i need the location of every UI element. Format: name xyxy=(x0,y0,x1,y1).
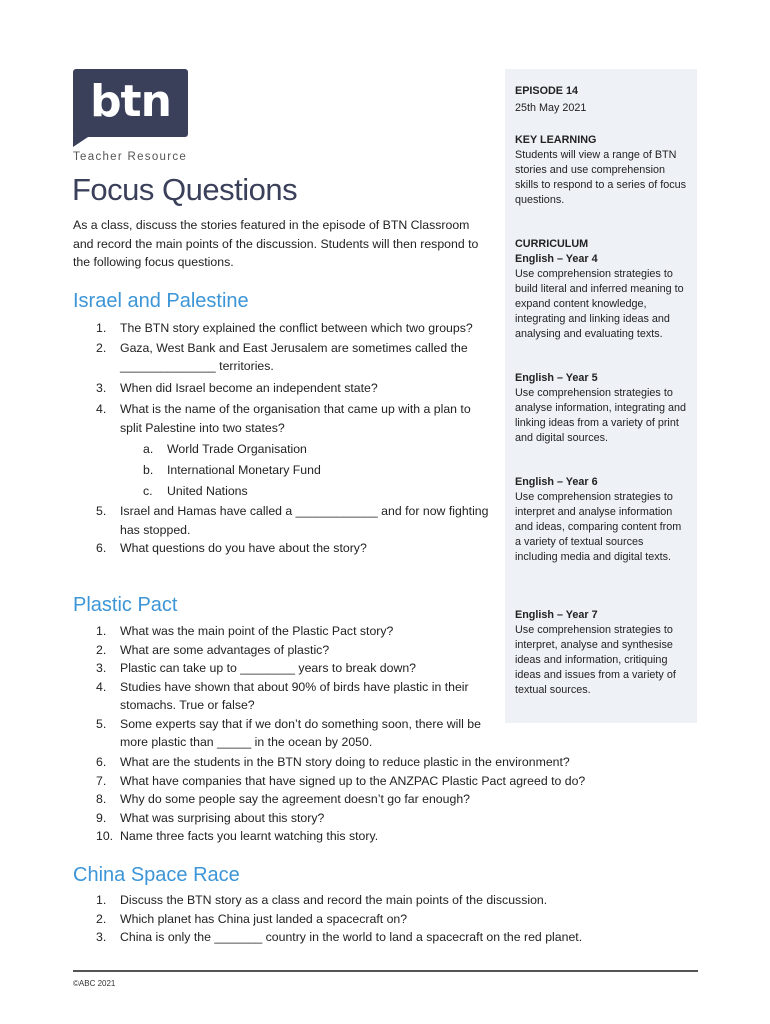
question-item: 4. Studies have shown that about 90% of birds have plastic in their stomachs. True or false? xyxy=(96,679,469,712)
china-question-list xyxy=(73,891,693,947)
question-item: 5. Some experts say that if we don’t do something soon, there will be more plastic than _____ in the ocean by 2050. xyxy=(96,716,481,749)
btn-logo: btn xyxy=(73,69,188,137)
curriculum-text-year-7: Use comprehension strategies to interpret, analyse and synthesise ideas and information, critiquing ideas and issues from a variety of textual sources. xyxy=(515,624,676,696)
question-item: 3. China is only the _______ country in the world to land a spacecraft on the red planet. xyxy=(96,930,583,944)
episode-date: 25th May 2021 xyxy=(515,102,587,114)
question-item: 9. What was surprising about this story? xyxy=(96,810,325,825)
question-item: 6. What questions do you have about the story? xyxy=(96,541,367,555)
question-item: 7. What have companies that have signed up to the ANZPAC Plastic Pact agreed to do? xyxy=(96,773,586,788)
question-item: 1. Discuss the BTN story as a class and record the main points of the discussion. xyxy=(96,893,548,907)
key-learning-heading: KEY LEARNING xyxy=(515,134,597,146)
question-item: 8. Why do some people say the agreement doesn’t go far enough? xyxy=(96,792,471,806)
footer-copyright: ©ABC 2021 xyxy=(73,979,116,988)
curriculum-year-7: English – Year 7 xyxy=(515,609,598,621)
plastic-question-list-b xyxy=(73,753,673,846)
curriculum-year-5: English – Year 5 xyxy=(515,372,598,384)
curriculum-text-year-4: Use comprehension strategies to build literal and inferred meaning to expand content knowledge, integrating and linking ideas and analysing and evaluating texts. xyxy=(515,268,684,340)
question-item: 6. What are the students in the BTN story doing to reduce plastic in the environment? xyxy=(96,755,570,769)
question-item: 2. Which planet has China just landed a spacecraft on? xyxy=(96,911,408,926)
curriculum-heading: CURRICULUM xyxy=(515,238,589,250)
question-item: 2. What are some advantages of plastic? xyxy=(96,642,330,657)
logo-speech-tail xyxy=(73,135,91,147)
curriculum-text-year-6: Use comprehension strategies to interpret and analyse information and ideas, comparing content from a variety of textual sources including media and digital texts. xyxy=(515,491,682,563)
question-item: 10. Name three facts you learnt watching this story. xyxy=(96,829,379,843)
question-item: 5. Israel and Hamas have called a ____________ and for now fighting has stopped. xyxy=(96,504,489,537)
key-learning-text: Students will view a range of BTN stories and use comprehension skills to respond to a series of focus questions. xyxy=(515,149,687,206)
teacher-resource-label: Teacher Resource xyxy=(73,151,188,163)
plastic-question-list-a xyxy=(73,622,493,752)
options-list xyxy=(120,439,493,502)
intro-paragraph: As a class, discuss the stories featured in the episode of BTN Classroom and record the main points of the discussion. Students will then respond to the following focus questions. xyxy=(73,218,479,269)
question-item: 3. When did Israel become an independent state? xyxy=(96,380,378,395)
curriculum-year-6: English – Year 6 xyxy=(515,476,598,488)
question-item: 1. What was the main point of the Plastic Pact story? xyxy=(96,624,394,638)
option-item: b. International Monetary Fund xyxy=(143,463,321,477)
footer-divider xyxy=(73,970,698,972)
question-item: 1. The BTN story explained the conflict between which two groups? xyxy=(96,321,473,335)
episode-label: EPISODE 14 xyxy=(515,85,579,97)
section-heading-plastic-pact: Plastic Pact xyxy=(73,594,178,616)
page-title: Focus Questions xyxy=(72,172,298,207)
question-item: 3. Plastic can take up to ________ years to break down? xyxy=(96,661,417,675)
curriculum-year-4: English – Year 4 xyxy=(515,253,598,265)
curriculum-text-year-5: Use comprehension strategies to analyse information, integrating and linking ideas from a variety of print and digital sources. xyxy=(515,387,687,444)
question-item: 2. Gaza, West Bank and East Jerusalem are sometimes called the ______________ territories. xyxy=(96,340,468,373)
israel-question-list xyxy=(73,319,493,558)
option-item: c. United Nations xyxy=(143,484,248,498)
section-heading-china-space-race: China Space Race xyxy=(73,864,240,886)
option-item: a. World Trade Organisation xyxy=(143,442,307,456)
section-heading-israel-palestine: Israel and Palestine xyxy=(73,290,249,312)
question-item: 4. What is the name of the organisation that came up with a plan to split Palestine into two states? a. World Trade Organisation b. International Monetary Fund c. United Nations xyxy=(73,400,493,502)
